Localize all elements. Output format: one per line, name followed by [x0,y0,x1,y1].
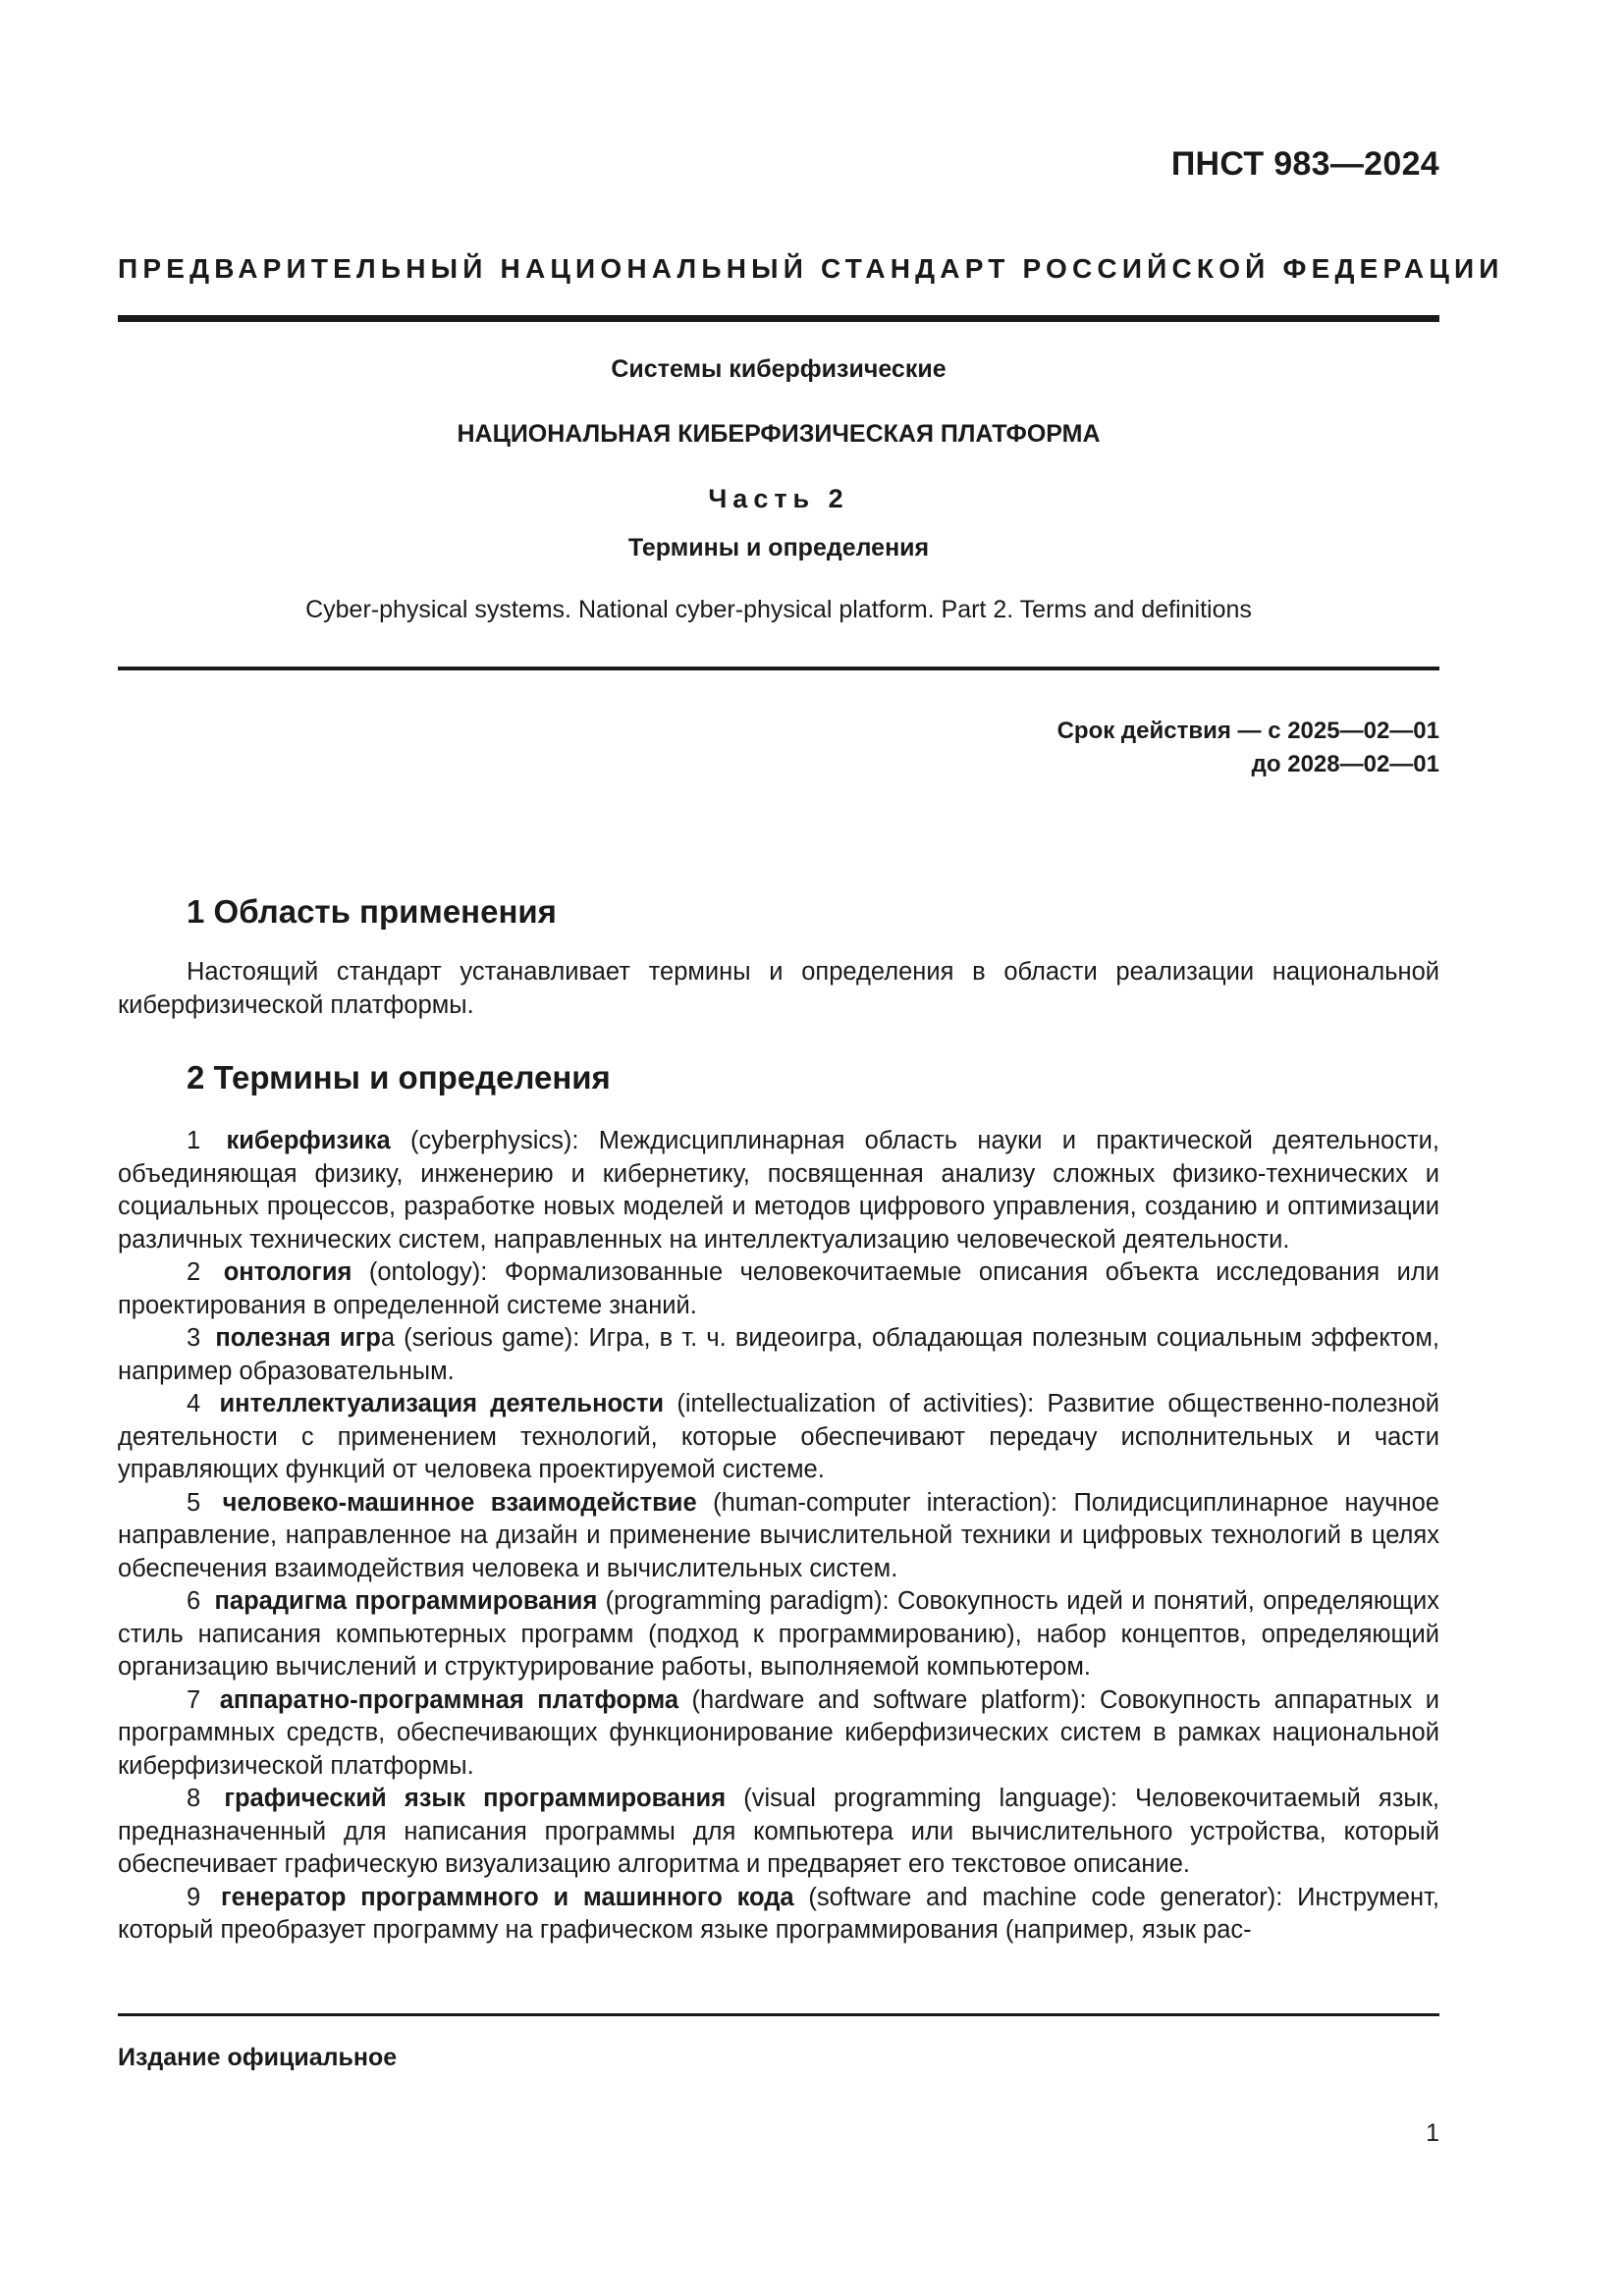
document-code: ПНСТ 983—2024 [1170,145,1439,183]
term-name: онтология [223,1258,352,1286]
term-number: 5 [187,1488,201,1517]
term-definition: (human-computer interaction): Полидисциплинарное научное направление, направленное на дизайн и применение вычислительной техники и цифровых технологий в целях обеспечения взаимодействия человека и вычислительных систем. [118,1488,1439,1582]
term-number: 9 [187,1883,201,1911]
header-divider [118,315,1439,322]
title-line-1: Системы киберфизические [611,355,947,383]
term-number: 8 [187,1785,201,1812]
terms-list [118,1125,1439,1948]
term-name: парадигма программирования [214,1587,598,1615]
term-number: 7 [187,1685,201,1714]
term-definition: (intellectualization of activities): Развитие общественно-полезной деятельности с применением технологий, которые обеспечивают передачу исполнительных и части управляющих функций от человека проектируемой системе. [118,1390,1439,1483]
title-part: Часть 2 [708,484,849,513]
term-name: графический язык программирования [224,1785,727,1812]
term-definition: (programming paradigm): Совокупность идей и понятий, определяющих стиль написания компьютерных программ (подход к программированию), набор концептов, определяющий организацию вычислений и структурирование работы, выполняемой компьютером. [118,1587,1439,1681]
section-1-text [118,956,1439,1022]
section-2-heading: 2 Термины и определения [187,1059,611,1095]
term-entry [118,1256,1439,1322]
term-entry [118,1882,1439,1948]
title-divider [118,667,1439,670]
validity-from: Срок действия — с 2025—02—01 [1056,718,1439,744]
term-entry [118,1783,1439,1882]
term-definition: (software and machine code generator): Инструмент, который преобразует программу на графическом языке программирования (например, язык рас- [118,1883,1439,1944]
term-definition: (hardware and software platform): Совокупность аппаратных и программных средств, обеспечивающих функционирование киберфизических систем в рамках национальной киберфизической платформы. [118,1685,1439,1780]
term-number: 3 [187,1324,201,1352]
term-entry [118,1487,1439,1586]
term-entry [118,1684,1439,1784]
term-name: генератор программного и машинного кода [220,1883,794,1911]
term-name: аппаратно-программная платформа [219,1685,679,1714]
term-definition: (ontology): Формализованные человекочитаемые описания объекта исследования или проектирования в определенной системе знаний. [118,1258,1439,1319]
validity-to: до 2028—02—01 [1251,751,1439,777]
footer-divider [118,2013,1439,2016]
term-entry [118,1322,1439,1388]
term-name: интеллектуализация деятельности [219,1390,665,1417]
term-name: полезная игр [215,1324,381,1352]
term-name: человеко-машинное взаимодействие [222,1488,697,1517]
title-subtitle: Термины и определения [627,534,930,561]
scope-paragraph: Настоящий стандарт устанавливает термины и определения в области реализации национальной киберфизической платформы. [118,958,1439,1019]
page-number: 1 [1426,2119,1439,2147]
term-number: 2 [187,1258,201,1286]
term-entry [118,1585,1439,1684]
term-definition: а (serious game): Игра, в т. ч. видеоигра, обладающая полезным социальным эффектом, например образовательным. [118,1324,1439,1385]
term-name: киберфизика [226,1127,391,1154]
term-number: 1 [187,1127,201,1154]
term-definition: (visual programming language): Человекочитаемый язык, предназначенный для написания программы для компьютера или вычислительного устройства, который обеспечивает графическую визуализацию алгоритма и предваряет его текстовое описание. [118,1785,1439,1878]
official-edition-label: Издание официальное [118,2044,398,2071]
section-1-heading: 1 Область применения [187,893,557,930]
title-english: Cyber-physical systems. National cyber-physical platform. Part 2. Terms and definitions [305,596,1252,623]
term-definition: (cyberphysics): Междисциплинарная область науки и практической деятельности, объединяющая физику, инженерию и кибернетику, посвященная анализу сложных физико-технических и социальных процессов, разработке новых моделей и методов цифрового управления, созданию и оптимизации различных технических систем, направленных на интеллектуализацию человеческой деятельности. [118,1127,1439,1254]
term-number: 6 [187,1587,201,1615]
title-line-2: НАЦИОНАЛЬНАЯ КИБЕРФИЗИЧЕСКАЯ ПЛАТФОРМА [457,420,1101,448]
validity-period [1057,715,1439,781]
term-entry [118,1125,1439,1256]
term-entry [118,1388,1439,1487]
document-type: ПРЕДВАРИТЕЛЬНЫЙ НАЦИОНАЛЬНЫЙ СТАНДАРТ РОССИЙСКОЙ ФЕДЕРАЦИИ [118,253,1504,284]
term-number: 4 [187,1390,201,1417]
